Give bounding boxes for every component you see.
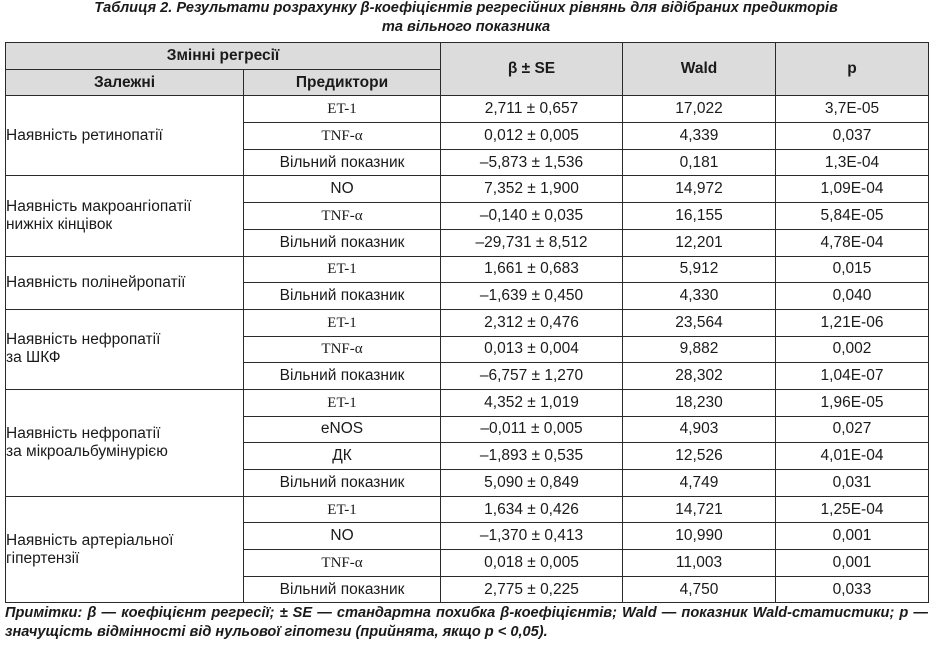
- beta-cell: 7,352 ± 1,900: [441, 176, 623, 203]
- p-cell: 0,031: [776, 470, 929, 497]
- p-cell: 0,037: [776, 123, 929, 150]
- predictor-cell: ET-1: [244, 309, 441, 336]
- beta-cell: –5,873 ± 1,536: [441, 149, 623, 176]
- wald-cell: 12,201: [623, 229, 776, 256]
- dependent-cell: [6, 256, 244, 309]
- dependent-name-line: гіпертензії: [6, 549, 80, 567]
- wald-cell: 4,330: [623, 283, 776, 310]
- beta-cell: 5,090 ± 0,849: [441, 470, 623, 497]
- wald-cell: 23,564: [623, 309, 776, 336]
- table-row: [6, 176, 929, 203]
- wald-cell: 28,302: [623, 363, 776, 390]
- p-cell: 1,3E-04: [776, 149, 929, 176]
- beta-cell: 0,013 ± 0,004: [441, 336, 623, 363]
- beta-cell: –1,893 ± 0,535: [441, 443, 623, 470]
- wald-cell: 5,912: [623, 256, 776, 283]
- dependent-cell: [6, 309, 244, 389]
- table-row: [6, 256, 929, 283]
- predictor-cell: Вільний показник: [244, 576, 441, 603]
- predictor-cell: TNF-α: [244, 336, 441, 363]
- predictor-cell: ET-1: [244, 389, 441, 416]
- predictor-cell: Вільний показник: [244, 470, 441, 497]
- header-p: p: [776, 43, 929, 96]
- wald-cell: 9,882: [623, 336, 776, 363]
- p-cell: 5,84E-05: [776, 203, 929, 230]
- predictor-cell: Вільний показник: [244, 149, 441, 176]
- predictor-cell: ET-1: [244, 96, 441, 123]
- wald-cell: 4,339: [623, 123, 776, 150]
- p-cell: 1,09E-04: [776, 176, 929, 203]
- table-row: [6, 496, 929, 523]
- wald-cell: 14,972: [623, 176, 776, 203]
- beta-cell: –6,757 ± 1,270: [441, 363, 623, 390]
- beta-cell: 4,352 ± 1,019: [441, 389, 623, 416]
- predictor-cell: ДК: [244, 443, 441, 470]
- wald-cell: 18,230: [623, 389, 776, 416]
- beta-cell: –0,140 ± 0,035: [441, 203, 623, 230]
- beta-cell: –0,011 ± 0,005: [441, 416, 623, 443]
- p-cell: 4,01E-04: [776, 443, 929, 470]
- p-cell: 1,25E-04: [776, 496, 929, 523]
- dependent-name-line: Наявність нефропатії: [6, 424, 161, 442]
- beta-cell: 1,661 ± 0,683: [441, 256, 623, 283]
- dependent-name-line: Наявність макроангіопатії: [6, 197, 192, 215]
- p-cell: 1,96E-05: [776, 389, 929, 416]
- wald-cell: 4,749: [623, 470, 776, 497]
- beta-cell: –1,370 ± 0,413: [441, 523, 623, 550]
- beta-cell: 2,312 ± 0,476: [441, 309, 623, 336]
- beta-cell: –29,731 ± 8,512: [441, 229, 623, 256]
- caption-line-1: Таблиця 2. Результати розрахунку β-коефіцієнтів регресійних рівнянь для відібраних предикторів: [94, 0, 838, 16]
- predictor-cell: TNF-α: [244, 123, 441, 150]
- dependent-cell: [6, 389, 244, 496]
- predictor-cell: TNF-α: [244, 203, 441, 230]
- header-wald: Wald: [623, 43, 776, 96]
- predictor-cell: ET-1: [244, 496, 441, 523]
- results-table: [5, 42, 929, 603]
- p-cell: 0,040: [776, 283, 929, 310]
- p-cell: 3,7E-05: [776, 96, 929, 123]
- wald-cell: 10,990: [623, 523, 776, 550]
- table-row: [6, 389, 929, 416]
- header-beta-se: β ± SE: [441, 43, 623, 96]
- predictor-cell: Вільний показник: [244, 229, 441, 256]
- dependent-name-line: Наявність артеріальної: [6, 531, 174, 549]
- p-cell: 1,21E-06: [776, 309, 929, 336]
- p-cell: 0,015: [776, 256, 929, 283]
- beta-cell: –1,639 ± 0,450: [441, 283, 623, 310]
- p-cell: 0,001: [776, 523, 929, 550]
- header-predictors: Предиктори: [244, 69, 441, 96]
- wald-cell: 17,022: [623, 96, 776, 123]
- header-regression-vars: Змінні регресії: [6, 43, 441, 70]
- dependent-name-line: Наявність ретинопатії: [6, 126, 163, 144]
- predictor-cell: ET-1: [244, 256, 441, 283]
- dependent-cell: [6, 176, 244, 256]
- dependent-name-line: Наявність полінейропатії: [6, 273, 186, 291]
- dependent-cell: [6, 96, 244, 176]
- dependent-cell: [6, 496, 244, 603]
- dependent-name-line: за мікроальбумінурією: [6, 442, 168, 460]
- wald-cell: 12,526: [623, 443, 776, 470]
- p-cell: 4,78E-04: [776, 229, 929, 256]
- dependent-name-line: нижніх кінцівок: [6, 215, 113, 233]
- beta-cell: 2,775 ± 0,225: [441, 576, 623, 603]
- predictor-cell: TNF-α: [244, 550, 441, 577]
- table-row: [6, 309, 929, 336]
- dependent-name-line: Наявність нефропатії: [6, 331, 161, 349]
- beta-cell: 0,018 ± 0,005: [441, 550, 623, 577]
- beta-cell: 0,012 ± 0,005: [441, 123, 623, 150]
- p-cell: 0,001: [776, 550, 929, 577]
- wald-cell: 11,003: [623, 550, 776, 577]
- beta-cell: 2,711 ± 0,657: [441, 96, 623, 123]
- header-dependent: Залежні: [6, 69, 244, 96]
- predictor-cell: eNOS: [244, 416, 441, 443]
- predictor-cell: Вільний показник: [244, 283, 441, 310]
- predictor-cell: NO: [244, 176, 441, 203]
- wald-cell: 16,155: [623, 203, 776, 230]
- wald-cell: 4,903: [623, 416, 776, 443]
- table-row: [6, 96, 929, 123]
- table-notes: Примітки: β — коефіцієнт регресії; ± SE — стандартна похибка β-коефіцієнтів; Wald — показник Wald-статистики; p — значущість відмінності від нульової гіпотези (прийнята, якщо p < 0,05).: [5, 605, 928, 640]
- wald-cell: 14,721: [623, 496, 776, 523]
- predictor-cell: Вільний показник: [244, 363, 441, 390]
- p-cell: 0,002: [776, 336, 929, 363]
- dependent-name-line: за ШКФ: [6, 349, 61, 367]
- p-cell: 1,04E-07: [776, 363, 929, 390]
- p-cell: 0,027: [776, 416, 929, 443]
- beta-cell: 1,634 ± 0,426: [441, 496, 623, 523]
- table-body: [6, 96, 929, 603]
- predictor-cell: NO: [244, 523, 441, 550]
- wald-cell: 0,181: [623, 149, 776, 176]
- p-cell: 0,033: [776, 576, 929, 603]
- wald-cell: 4,750: [623, 576, 776, 603]
- caption-line-2: та вільного показника: [381, 19, 551, 35]
